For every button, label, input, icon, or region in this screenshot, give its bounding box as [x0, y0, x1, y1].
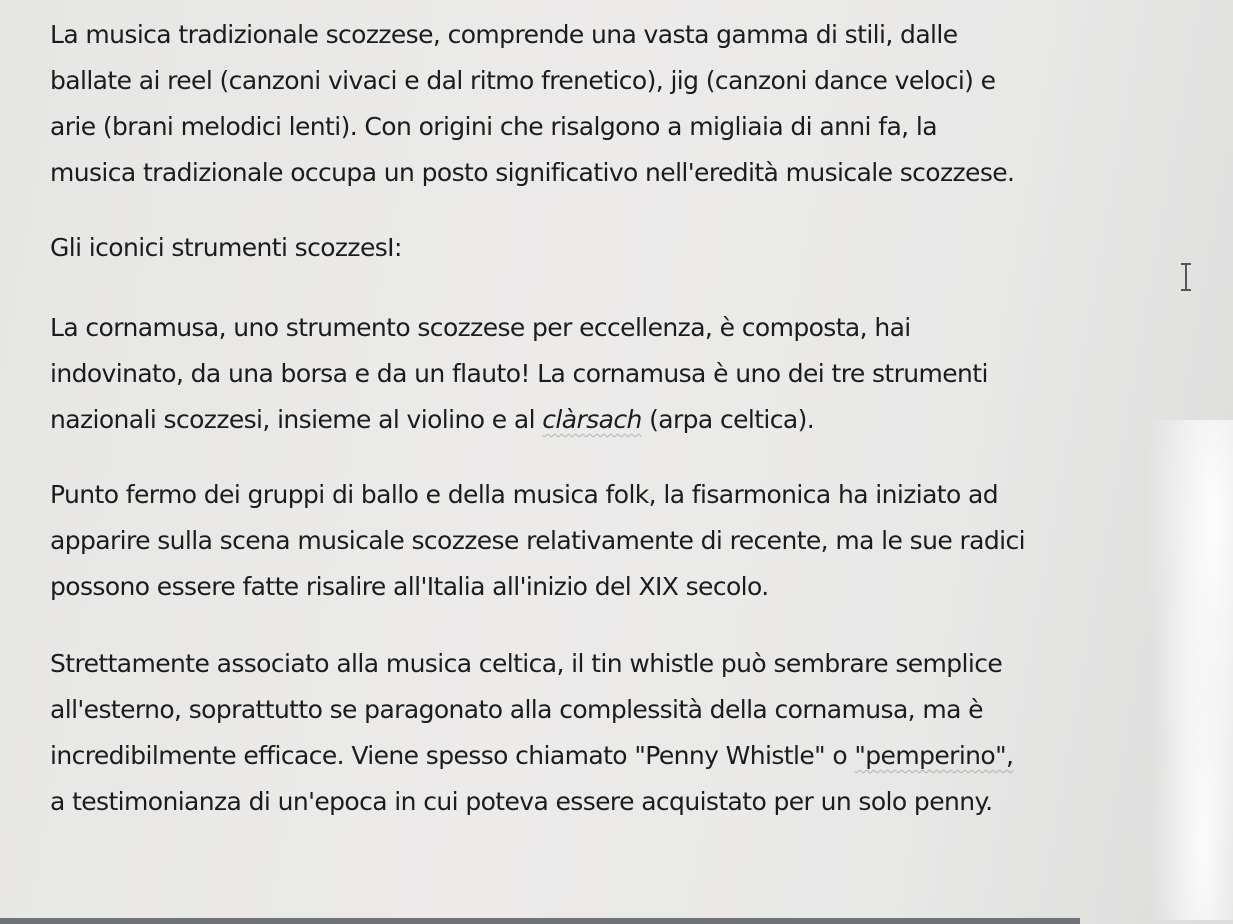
text-line: all'esterno, soprattutto se paragonato alla complessità della cornamusa, ma è [50, 695, 983, 724]
text-line: La cornamusa, uno strumento scozzese per eccellenza, è composta, hai [50, 313, 911, 342]
text-line: musica tradizionale occupa un posto significativo nell'eredità musicale scozzese. [50, 158, 1015, 187]
section-heading: Gli iconici strumenti scozzesI: [50, 233, 402, 262]
accordion-paragraph [50, 472, 1160, 610]
text-line: La musica tradizionale scozzese, comprende una vasta gamma di stili, dalle [50, 20, 958, 49]
text-fragment: nazionali scozzesi, insieme al violino e al [50, 405, 543, 434]
document-body[interactable] [50, 12, 1160, 825]
text-cursor-icon [1178, 262, 1194, 292]
text-line: arie (brani melodici lenti). Con origini che risalgono a migliaia di anni fa, la [50, 112, 937, 141]
text-line: ballate ai reel (canzoni vivaci e dal ritmo frenetico), jig (canzoni dance veloci) e [50, 66, 996, 95]
window-bottom-edge [0, 918, 1080, 924]
bagpipe-paragraph [50, 305, 1160, 443]
text-line: indovinato, da una borsa e da un flauto! La cornamusa è uno dei tre strumenti [50, 359, 988, 388]
text-line: a testimonianza di un'epoca in cui poteva essere acquistato per un solo penny. [50, 787, 993, 816]
text-fragment: incredibilmente efficace. Viene spesso chiamato "Penny Whistle" o [50, 741, 855, 770]
spellcheck-word-pemperino[interactable]: "pemperino", [854, 741, 1014, 770]
text-line [50, 397, 1160, 443]
text-line [50, 733, 1160, 779]
intro-paragraph [50, 12, 1160, 196]
tin-whistle-paragraph [50, 641, 1160, 825]
text-line: possono essere fatte risalire all'Italia all'inizio del XIX secolo. [50, 572, 769, 601]
text-line: Strettamente associato alla musica celtica, il tin whistle può sembrare semplice [50, 649, 1003, 678]
text-fragment: (arpa celtica). [641, 405, 815, 434]
spellcheck-word-clarsach[interactable]: clàrsach [542, 405, 642, 434]
text-line: apparire sulla scena musicale scozzese relativamente di recente, ma le sue radici [50, 526, 1025, 555]
text-line: Punto fermo dei gruppi di ballo e della musica folk, la fisarmonica ha iniziato ad [50, 480, 999, 509]
